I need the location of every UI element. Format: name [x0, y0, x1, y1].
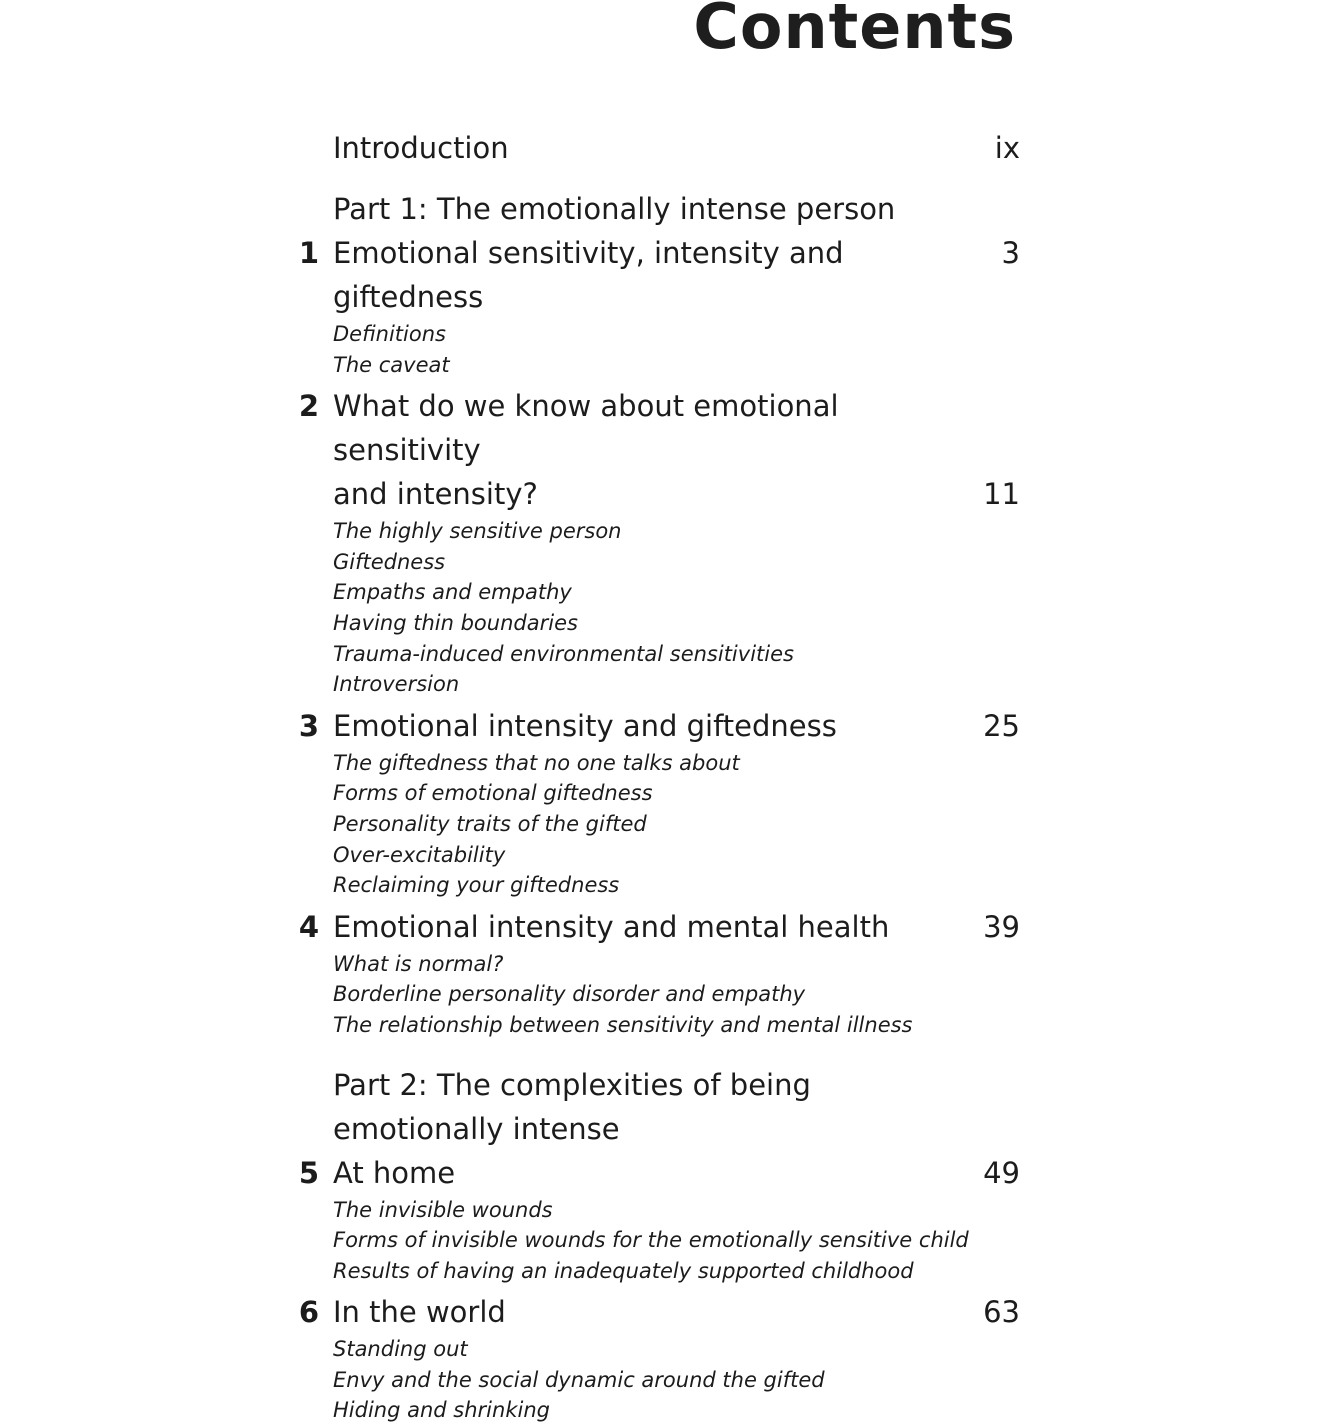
chapter-title: At home — [333, 1155, 456, 1190]
subsection: Giftedness — [333, 549, 446, 574]
subsection: Having thin boundaries — [333, 610, 578, 635]
part-title-continued: emotionally intense — [333, 1111, 620, 1146]
chapter-number: 2 — [298, 389, 319, 424]
subsection: Over-excitability — [333, 842, 506, 867]
page-number: 63 — [983, 1295, 1020, 1330]
toc-chapter-2[interactable] — [290, 384, 1020, 700]
toc-chapter-5[interactable] — [290, 1151, 1020, 1287]
subsection: Introversion — [333, 672, 460, 697]
subsection: Reclaiming your giftedness — [333, 873, 620, 898]
toc-chapter-1[interactable] — [290, 231, 1020, 380]
chapter-title: Emotional intensity and giftedness — [333, 708, 837, 743]
toc-chapter-3[interactable] — [290, 704, 1020, 901]
chapter-title: Emotional sensitivity, intensity and giftedness — [333, 236, 844, 314]
page-number: ix — [994, 131, 1020, 165]
subsection: The caveat — [333, 352, 450, 377]
part-title: Part 1: The emotionally intense person — [333, 192, 896, 226]
toc-chapter-6[interactable] — [290, 1290, 1020, 1426]
part-heading-2 — [290, 1063, 1020, 1151]
page-title: Contents — [693, 0, 1016, 63]
table-of-contents — [290, 118, 1020, 1426]
page-number: 3 — [1001, 236, 1020, 270]
subsection: Borderline personality disorder and empathy — [333, 982, 806, 1007]
page-number: 39 — [983, 909, 1020, 944]
page-number: 11 — [983, 477, 1020, 512]
subsection: Results of having an inadequately supported childhood — [333, 1258, 914, 1283]
subsection: Trauma-induced environmental sensitivities — [333, 641, 794, 666]
entry-title: Introduction — [333, 131, 509, 165]
chapter-title-continued: and intensity? — [333, 477, 538, 512]
chapter-number: 1 — [298, 236, 319, 270]
subsection: Forms of invisible wounds for the emotionally sensitive child — [333, 1228, 969, 1253]
subsection: Empaths and empathy — [333, 580, 572, 605]
page-number: 25 — [983, 708, 1020, 743]
chapter-number: 4 — [298, 909, 319, 944]
subsection: Personality traits of the gifted — [333, 811, 647, 836]
subsection: The invisible wounds — [333, 1197, 553, 1222]
chapter-number: 3 — [298, 708, 319, 743]
part-heading-1 — [290, 187, 1020, 231]
subsection: The highly sensitive person — [333, 519, 622, 544]
chapter-title: In the world — [333, 1295, 506, 1330]
subsection: The giftedness that no one talks about — [333, 750, 740, 775]
chapter-number: 5 — [298, 1155, 319, 1190]
toc-entry-introduction[interactable] — [290, 126, 1020, 170]
page-number: 49 — [983, 1155, 1020, 1190]
subsection: Definitions — [333, 322, 446, 346]
subsection: What is normal? — [333, 951, 504, 976]
chapter-title: Emotional intensity and mental health — [333, 909, 890, 944]
subsection: The relationship between sensitivity and mental illness — [333, 1012, 913, 1037]
subsection: Envy and the social dynamic around the gifted — [333, 1367, 825, 1392]
part-title: Part 2: The complexities of being — [333, 1067, 811, 1102]
chapter-title: What do we know about emotional sensitivity — [333, 389, 839, 468]
subsection: Standing out — [333, 1337, 468, 1362]
subsection: Hiding and shrinking — [333, 1398, 550, 1423]
chapter-number: 6 — [298, 1295, 319, 1330]
subsection: Forms of emotional giftedness — [333, 781, 653, 806]
toc-chapter-4[interactable] — [290, 905, 1020, 1041]
